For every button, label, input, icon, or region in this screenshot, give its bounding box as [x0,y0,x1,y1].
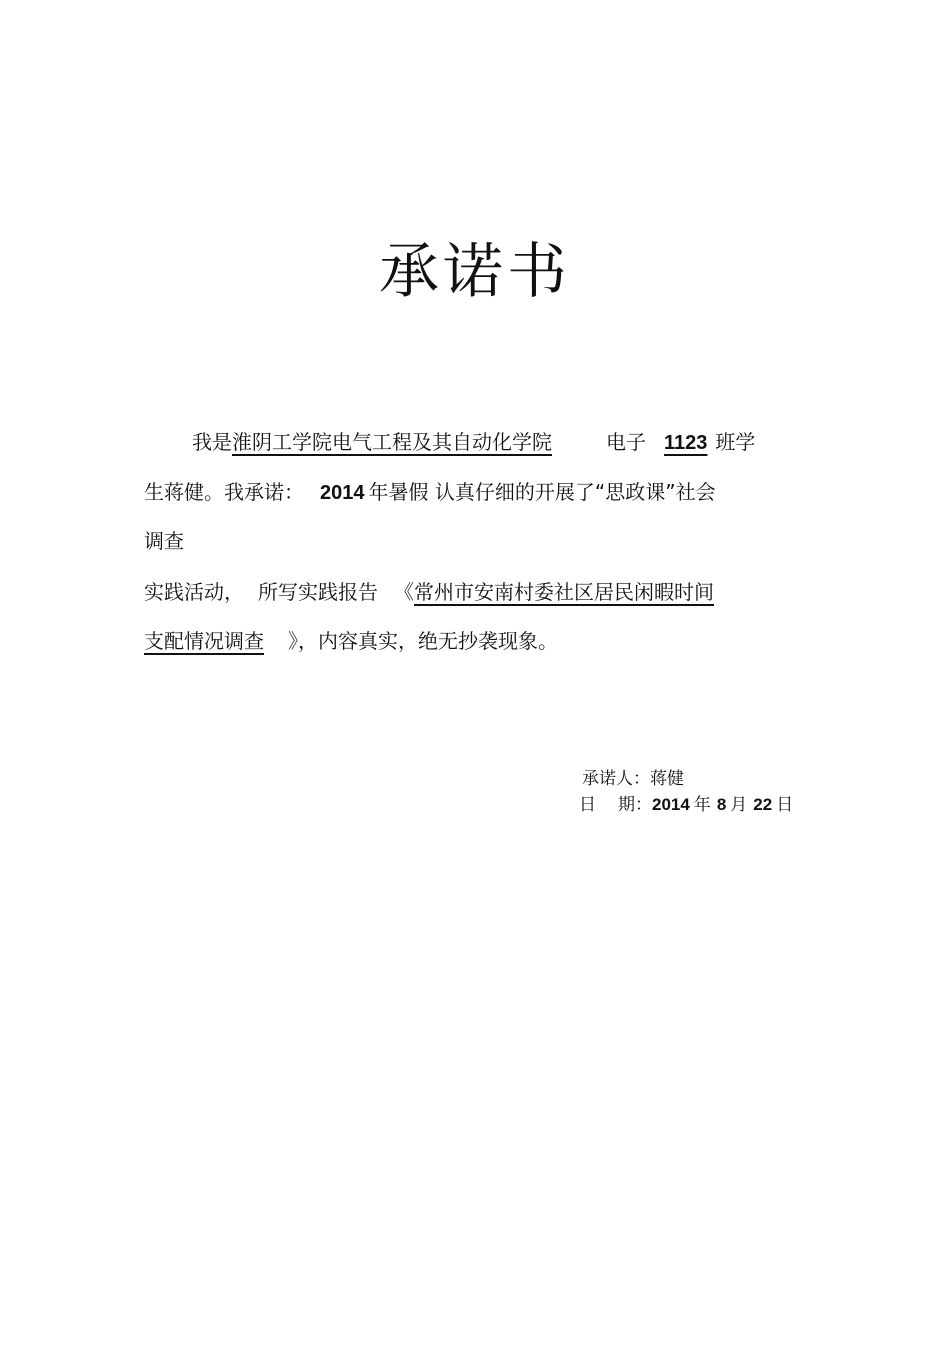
paragraph-line-5 [144,627,558,655]
date-day: 22 [753,795,773,814]
open-bracket: 《 [394,580,414,604]
text-practice: 实践活动， [144,580,244,604]
class-number: 1123 [664,432,708,454]
page-title: 承诺书 [379,237,571,307]
text-intro: 我是 [192,430,232,454]
college-name: 淮阴工学院电气工程及其自动化学院 [232,430,552,454]
date-label-day: 日 [579,795,596,815]
signatory-label: 承诺人： [582,769,650,789]
signatory-line [582,767,684,791]
date-year: 2014 [652,795,690,814]
text-promise-intro: 生蒋健。我承诺： [144,480,304,504]
report-title-part-1: 常州市安南村委社区居民闲暇时间 [414,580,714,604]
date-month: 8 [716,795,727,814]
paragraph-line-4 [144,578,754,606]
paragraph-line-1 [192,428,755,457]
major-text: 电子 [606,430,646,454]
date-month-unit: 月 [730,795,748,815]
text-class-suffix: 班学 [715,430,756,454]
date-line [579,793,793,817]
signatory-name: 蒋健 [650,769,684,789]
date-year-unit: 年 [693,795,711,815]
date-day-unit: 日 [776,795,794,815]
text-closing: 》，内容真实，绝无抄袭现象。 [288,629,558,653]
report-title-part-2: 支配情况调查 [144,629,264,653]
paragraph-line-2 [144,478,716,507]
text-report-intro: 所写实践报告 [258,580,378,604]
text-activity: 年暑假 认真仔细的开展了“思政课”社会 [368,480,716,504]
year-text: 2014 [320,482,365,504]
paragraph-line-3: 调查 [144,529,184,553]
date-label-period: 期： [618,795,652,815]
